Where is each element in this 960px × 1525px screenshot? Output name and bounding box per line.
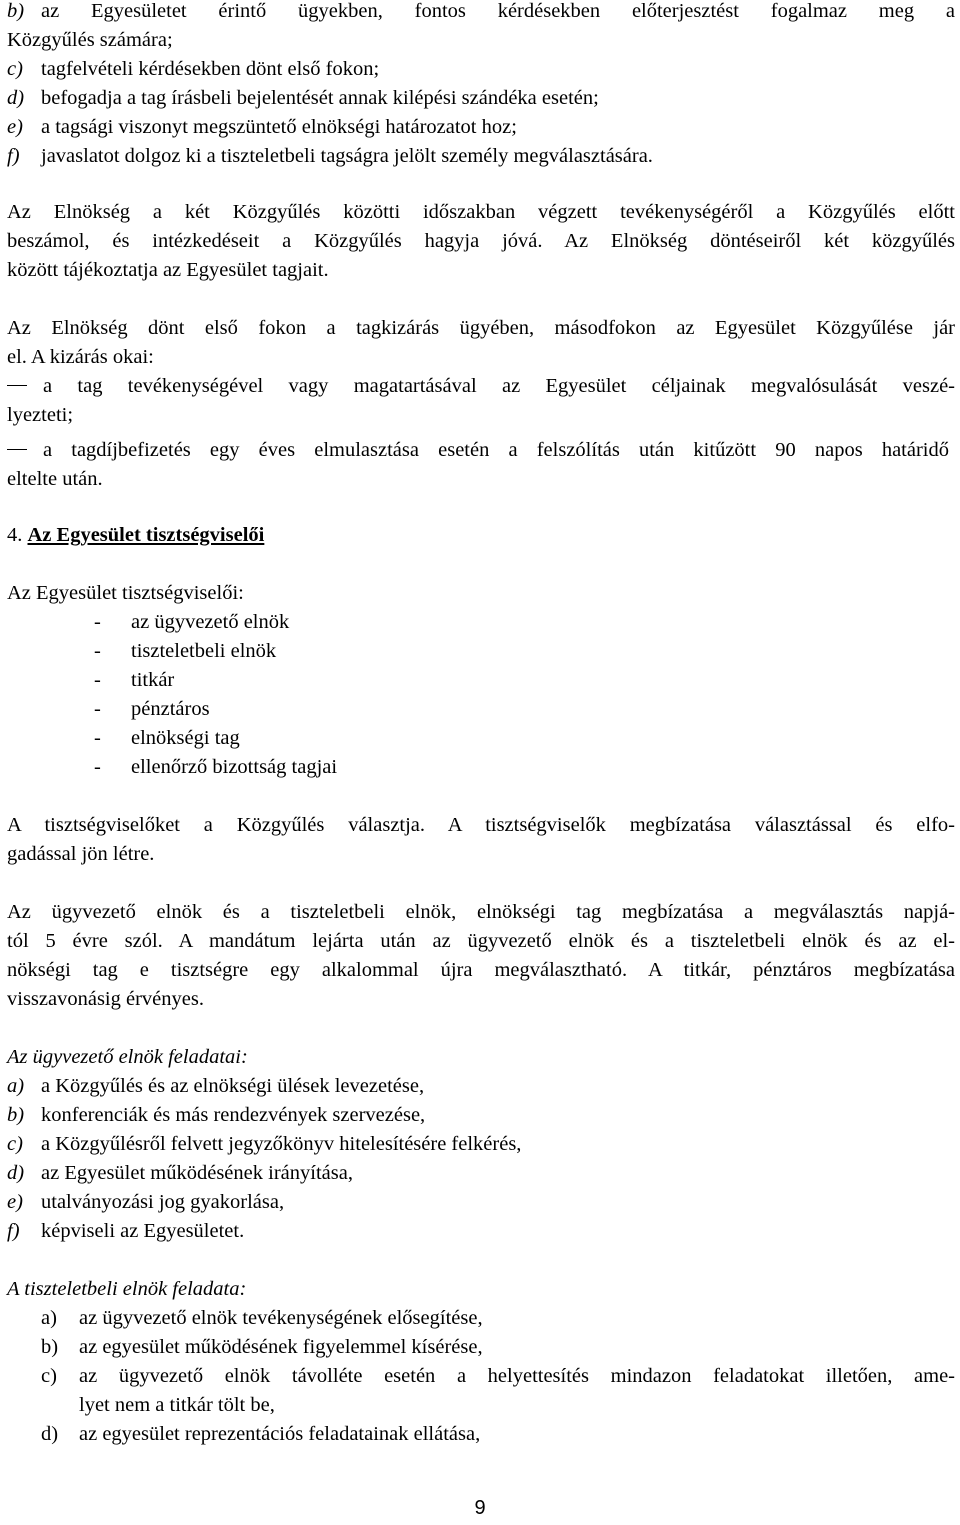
list-item: f) képviseli az Egyesületet. [7, 1217, 244, 1246]
section-title: Az Egyesület tisztségviselői [27, 524, 265, 546]
dash-bullet [7, 436, 43, 465]
list-item: d) az Egyesület működésének irányítása, [7, 1159, 353, 1188]
list-marker: d) [41, 1423, 59, 1445]
paragraph-line: Az Elnökség dönt első fokon a tagkizárás ügyében, másodfokon az Egyesület Közgyűlése jár [7, 317, 955, 339]
list-item: c) a Közgyűlésről felvett jegyzőkönyv hitelesítésére felkérés, [7, 1130, 521, 1159]
dash-list-item-continuation: eltelte után. [7, 468, 103, 490]
list-marker: d) [7, 87, 25, 109]
officers-intro: Az Egyesület tisztségviselői: [7, 582, 244, 604]
list-item: - ellenőrző bizottság tagjai [94, 756, 338, 778]
list-item: e) a tagsági viszonyt megszüntető elnökségi határozatot hoz; [7, 113, 517, 142]
list-item: a) a Közgyűlés és az elnökségi ülések levezetése, [7, 1072, 424, 1101]
list-marker: e) [7, 116, 23, 138]
list-marker: b) [7, 0, 25, 22]
paragraph-line: el. A kizárás okai: [7, 346, 154, 368]
list-item-continuation: Közgyűlés számára; [7, 29, 173, 51]
dash-list-item-continuation: lyezteti; [7, 404, 74, 426]
paragraph-line: tól 5 évre szól. A mandátum lejárta után az ügyvezető elnök és a tiszteletbeli elnök és az el- [7, 930, 955, 952]
dash-bullet [7, 372, 43, 401]
list-marker: c) [7, 58, 23, 80]
list-item: e) utalványozási jog gyakorlása, [7, 1188, 284, 1217]
list-marker: c) [41, 1365, 57, 1387]
list-item: - az ügyvezető elnök [94, 611, 290, 633]
list-marker: b) [41, 1336, 59, 1358]
list-marker: b) [7, 1104, 25, 1126]
paragraph-line: A tisztségviselőket a Közgyűlés választja. A tisztségviselők megbízatása választással és elfo- [7, 814, 955, 836]
list-item: - elnökségi tag [94, 727, 240, 749]
paragraph-line: beszámol, és intézkedéseit a Közgyűlés hagyja jóvá. Az Elnökség döntéseiről két közgyűlés [7, 230, 955, 252]
list-item: d) az egyesület reprezentációs feladatainak ellátása, [41, 1420, 480, 1449]
list-marker: e) [7, 1191, 23, 1213]
list-marker: a) [41, 1307, 57, 1329]
list-item: d) befogadja a tag írásbeli bejelentését annak kilépési szándéka esetén; [7, 84, 599, 113]
list-item: - tiszteletbeli elnök [94, 640, 277, 662]
honorary-heading: A tiszteletbeli elnök feladata: [7, 1278, 247, 1300]
dash-list-item: a tagdíjbefizetés egy éves elmulasztása esetén a felszólítás után kitűzött 90 napos határidő [7, 436, 949, 465]
paragraph-line: Az ügyvezető elnök és a tiszteletbeli elnök, elnökségi tag megbízatása a megválasztás napjá- [7, 901, 955, 923]
list-item: f) javaslatot dolgoz ki a tiszteletbeli tagságra jelölt személy megválasztására. [7, 142, 653, 171]
list-item-continuation: lyet nem a titkár tölt be, [79, 1394, 275, 1416]
paragraph-line: között tájékoztatja az Egyesület tagjait. [7, 259, 329, 281]
dash-list-item: a tag tevékenységével vagy magatartásával az Egyesület céljainak megvalósulását veszé- [7, 372, 955, 401]
paragraph-line: gadással jön létre. [7, 843, 155, 865]
list-item: c) tagfelvételi kérdésekben dönt első fokon; [7, 55, 379, 84]
paragraph-line: nökségi tag e tisztségre egy alkalommal újra megválasztható. A titkár, pénztáros megbízatása [7, 959, 955, 981]
list-item: a) az ügyvezető elnök tevékenységének elősegítése, [41, 1304, 483, 1333]
list-marker: d) [7, 1162, 25, 1184]
list-item: - pénztáros [94, 698, 210, 720]
paragraph-line: visszavonásig érvényes. [7, 988, 204, 1010]
list-marker: f) [7, 1220, 20, 1242]
exec-heading: Az ügyvezető elnök feladatai: [7, 1046, 248, 1068]
paragraph-line: Az Elnökség a két Közgyűlés közötti időszakban végzett tevékenységéről a Közgyűlés előtt [7, 201, 955, 223]
list-item: b) konferenciák és más rendezvények szervezése, [7, 1101, 425, 1130]
list-item: b) az Egyesületet érintő ügyekben, fontos kérdésekben előterjesztést fogalmaz meg a [7, 0, 955, 26]
list-item: b) az egyesület működésének figyelemmel kísérése, [41, 1333, 483, 1362]
list-item: - titkár [94, 669, 175, 691]
list-marker: a) [7, 1075, 25, 1097]
section-heading [7, 521, 264, 550]
page-number: 9 [474, 1497, 486, 1519]
list-marker: c) [7, 1133, 23, 1155]
list-marker: f) [7, 145, 20, 167]
section-number: 4. [7, 524, 23, 546]
list-item: c) az ügyvezető elnök távolléte esetén a helyettesítés mindazon feladatokat illetően, ame- [41, 1362, 955, 1391]
